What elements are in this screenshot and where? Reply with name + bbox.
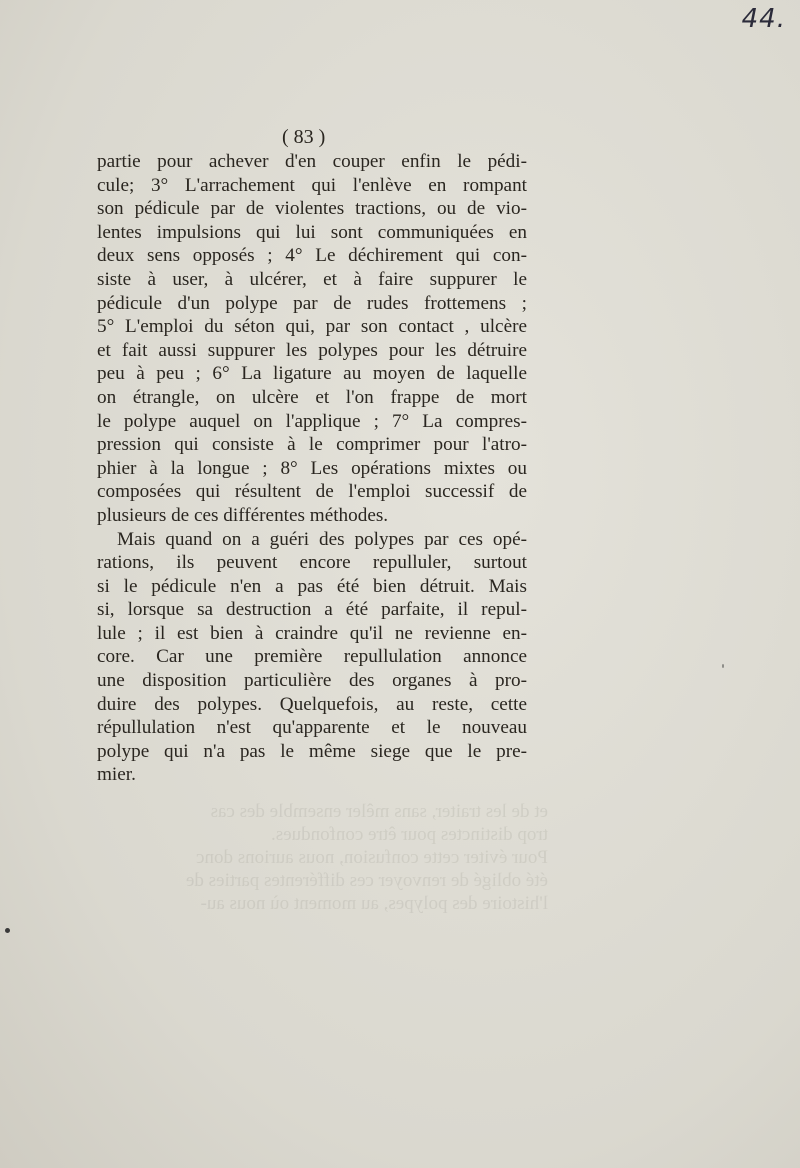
text-line: 5° L'emploi du séton qui, par son contact , ulcère: [97, 316, 527, 338]
ink-speck: [722, 664, 724, 668]
text-line: phier à la longue ; 8° Les opérations mixtes ou: [97, 457, 527, 479]
text-line: une disposition particulière des organes à pro-: [97, 670, 527, 692]
text-line: pédicule d'un polype par de rudes frottemens ;: [97, 292, 527, 314]
text-line: siste à user, à ulcérer, et à faire suppurer le: [97, 268, 527, 290]
text-line: et fait aussi suppurer les polypes pour les détruire: [97, 339, 527, 361]
text-line: Mais quand on a guéri des polypes par ces opé-: [117, 528, 527, 550]
text-line: partie pour achever d'en couper enfin le pédi-: [97, 151, 527, 172]
text-line: si le pédicule n'en a pas été bien détruit. Mais: [97, 575, 527, 597]
text-line: on étrangle, on ulcère et l'on frappe de mort: [97, 386, 527, 408]
text-line: deux sens opposés ; 4° Le déchirement qui con-: [97, 245, 527, 267]
text-line: répullulation n'est qu'apparente et le nouveau: [97, 717, 527, 739]
paragraph-1: [97, 150, 527, 528]
text-line: polype qui n'a pas le même siege que le pre-: [97, 740, 527, 762]
text-line: lentes impulsions qui lui sont communiquées en: [97, 221, 527, 243]
body-text: [97, 150, 527, 787]
text-line: son pédicule par de violentes tractions, ou de vio-: [97, 198, 527, 220]
text-line: core. Car une première repullulation annonce: [97, 646, 527, 668]
text-line: mier.: [97, 764, 136, 786]
text-line: cule; 3° L'arrachement qui l'enlève en rompant: [97, 174, 527, 196]
page-number: ( 83 ): [282, 126, 326, 148]
text-line: le polype auquel on l'applique ; 7° La compres-: [97, 410, 527, 432]
text-line: pression qui consiste à le comprimer pour l'atro-: [97, 434, 527, 456]
ink-speck: [5, 928, 10, 933]
text-line: plusieurs de ces différentes méthodes.: [97, 504, 389, 526]
text-line: rations, ils peuvent encore repulluler, surtout: [97, 552, 527, 574]
text-line: composées qui résultent de l'emploi successif de: [97, 481, 527, 503]
folio-number: 44.: [741, 4, 786, 34]
text-line: si, lorsque sa destruction a été parfaite, il repul-: [97, 599, 527, 621]
text-line: lule ; il est bien à craindre qu'il ne revienne en-: [97, 622, 527, 644]
text-line: peu à peu ; 6° La ligature au moyen de laquelle: [97, 363, 527, 385]
bleed-through-text: et de les traiter, sans mêler ensemble des cas trop distinctes pour être confondues. Pour éviter cette confusion, nous aurions donc été obligé de renvoyer ces différentes parties de l'histoire des polypes, au moment où nous au-: [185, 801, 548, 914]
paragraph-2: [97, 528, 527, 788]
text-line: duire des polypes. Quelquefois, au reste, cette: [97, 693, 527, 715]
